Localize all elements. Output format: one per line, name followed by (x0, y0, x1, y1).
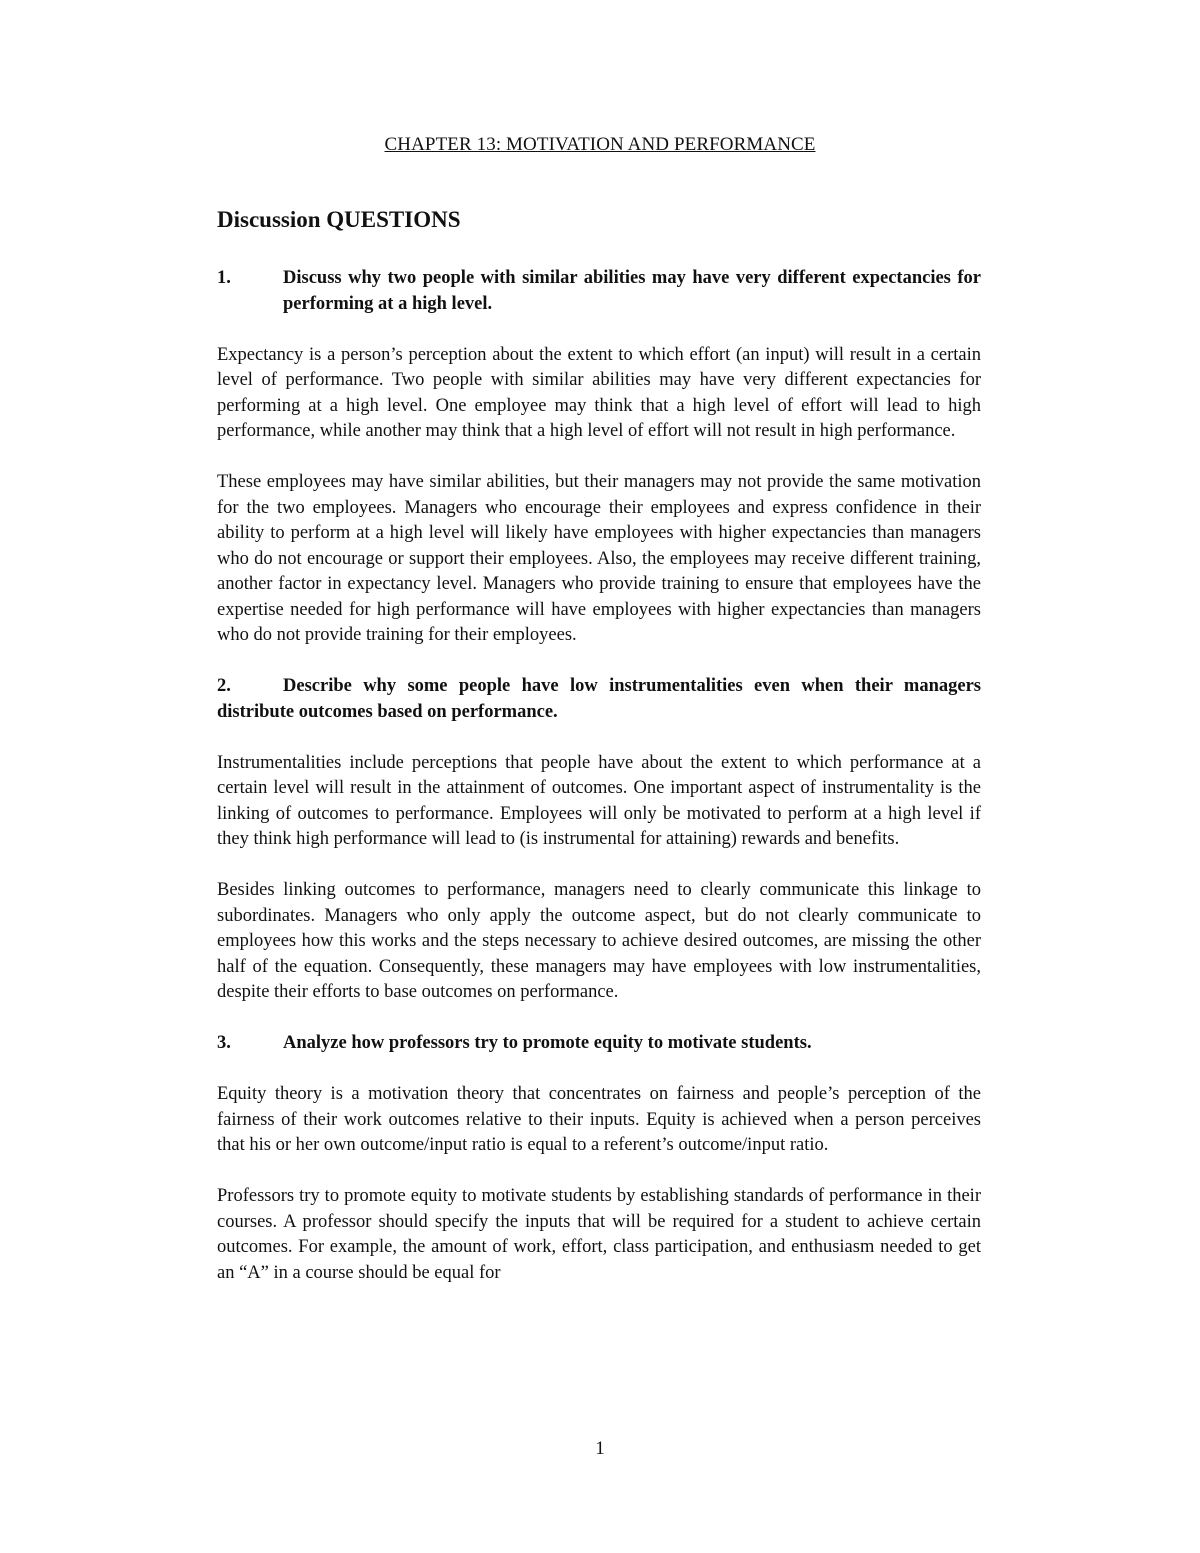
answer-paragraph: Expectancy is a person’s perception about the extent to which effort (an input) will result in a certain level of performance. Two people with similar abilities may have very different expectancies for performing at a high level. One employee may think that a high level of effort will lead to high performance, while another may think that a high level of effort will not result in high performance. (217, 344, 981, 441)
question-2 (217, 674, 981, 725)
question-1 (217, 266, 981, 317)
chapter-title: CHAPTER 13: MOTIVATION AND PERFORMANCE (384, 134, 816, 155)
question-text: Discuss why two people with similar abilities may have very different expectancies for performing at a high level. (283, 268, 981, 314)
question-3 (217, 1031, 981, 1057)
answer-paragraph: Professors try to promote equity to motivate students by establishing standards of performance in their courses. A professor should specify the inputs that will be required for a student to achieve certain outcomes. For example, the amount of work, effort, class participation, and enthusiasm needed to get an “A” in a course should be equal for (217, 1186, 981, 1283)
answer-paragraph: Equity theory is a motivation theory that concentrates on fairness and people’s perception of the fairness of their work outcomes relative to their inputs. Equity is achieved when a person perceives that his or her own outcome/input ratio is equal to a referent’s outcome/input ratio. (217, 1084, 981, 1155)
question-number: 2. (217, 676, 231, 696)
answer-paragraph: Instrumentalities include perceptions that people have about the extent to which performance at a certain level will result in the attainment of outcomes. One important aspect of instrumentality is the linking of outcomes to performance. Employees will only be motivated to perform at a high level if they think high performance will lead to (is instrumental for attaining) rewards and benefits. (217, 752, 981, 849)
answer-paragraph: Besides linking outcomes to performance, managers need to clearly communicate this linkage to subordinates. Managers who only apply the outcome aspect, but do not clearly communicate to employees how this works and the steps necessary to achieve desired outcomes, are missing the other half of the equation. Consequently, these managers may have employees with low instrumentalities, despite their efforts to base outcomes on performance. (217, 880, 981, 1002)
question-number: 3. (217, 1033, 231, 1053)
page-number: 1 (595, 1438, 605, 1459)
question-text: Describe why some people have low instrumentalities even when their managers distribute outcomes based on performance. (217, 676, 981, 722)
section-heading: Discussion QUESTIONS (217, 207, 461, 232)
document-body (217, 266, 981, 1312)
answer-paragraph: These employees may have similar abilities, but their managers may not provide the same motivation for the two employees. Managers who encourage their employees and express confidence in their ability to perform at a high level will likely have employees with higher expectancies than managers who do not encourage or support their employees. Also, the employees may receive different training, another factor in expectancy level. Managers who provide training to ensure that employees have the expertise needed for high performance will have employees with higher expectancies than managers who do not provide training for their employees. (217, 472, 981, 645)
question-number: 1. (217, 268, 231, 288)
question-text: Analyze how professors try to promote equity to motivate students. (283, 1033, 812, 1053)
